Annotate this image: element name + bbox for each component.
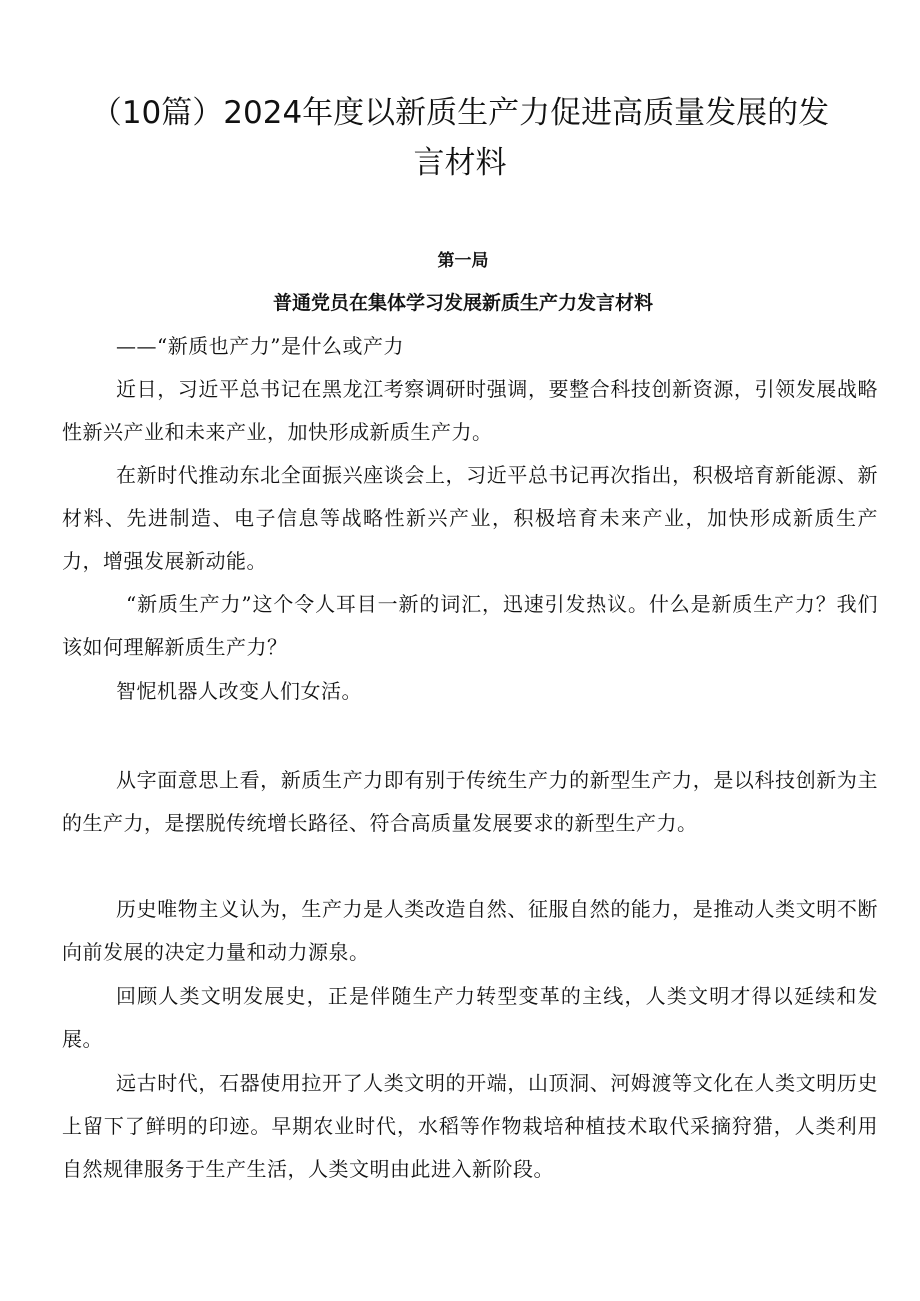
- paragraph-7: 回顾人类文明发展史，正是伴随生产力转型变革的主线，人类文明才得以延续和发展。: [62, 984, 878, 1051]
- paragraph-5: 从字面意思上看，新质生产力即有别于传统生产力的新型生产力，是以科技创新为主的生产力，是摆脱传统增长路径、符合高质量发展要求的新型生产力。: [62, 768, 878, 835]
- paragraph-6: 历史唯物主义认为，生产力是人类改造自然、征服自然的能力，是推动人类文明不断向前发展的决定力量和动力源泉。: [62, 897, 878, 964]
- paragraph-2: 在新时代推动东北全面振兴座谈会上，习近平总书记再次指出，积极培育新能源、新材料、先进制造、电子信息等战略性新兴产业，积极培育未来产业，加快形成新质生产力，增强发展新动能。: [62, 463, 878, 573]
- paragraph-1: 近日，习近平总书记在黑龙江考察调研时强调，要整合科技创新资源，引领发展战略性新兴产业和未来产业，加快形成新质生产力。: [62, 377, 878, 444]
- paragraph-8: 远古时代，石器使用拉开了人类文明的开端，山顶洞、河姆渡等文化在人类文明历史上留下了鲜明的印迹。早期农业时代，水稻等作物栽培种植技术取代采摘狩猎，人类利用自然规律服务于生产生活，人类文明由此进入新阶段。: [62, 1071, 878, 1181]
- section-subtitle: ——“新质也产力”是什么或产力: [116, 334, 404, 358]
- chapter-label: 第一局: [437, 251, 489, 271]
- chapter-title: 普通党员在集体学习发展新质生产力发言材料: [272, 292, 653, 314]
- document-title: （10篇）2024年度以新质生产力促进高质量发展的发言材料: [90, 95, 830, 181]
- paragraph-3: “新质生产力”这个令人耳目一新的词汇，迅速引发热议。什么是新质生产力？我们该如何理解新质生产力？: [62, 592, 878, 659]
- image-caption: 智怩机器人改变人们女活。: [116, 679, 362, 703]
